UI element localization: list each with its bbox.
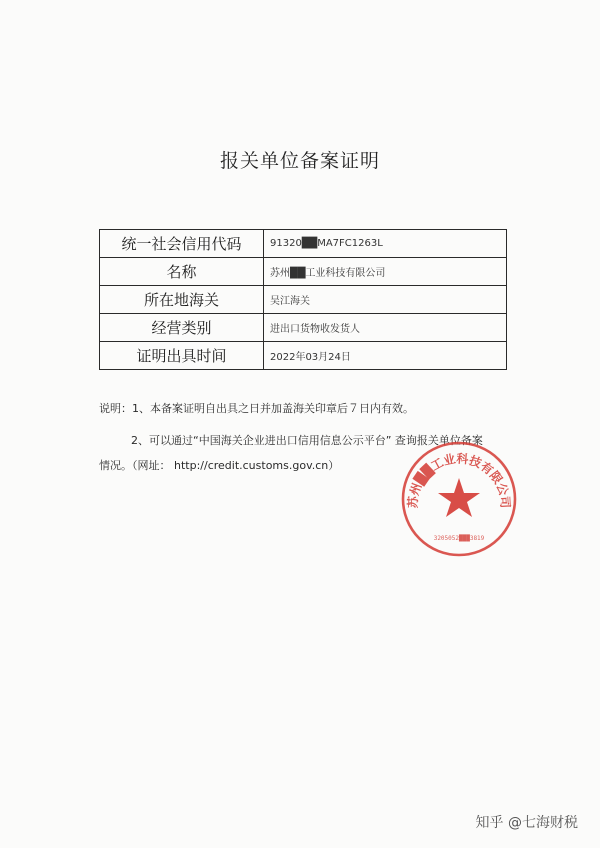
row-value: 进出口货物收发货人 <box>264 314 507 342</box>
row-label: 名称 <box>100 258 264 286</box>
table-row <box>100 314 507 342</box>
row-value: 吴江海关 <box>264 286 507 314</box>
table-row <box>100 286 507 314</box>
row-value: 苏州██工业科技有限公司 <box>264 258 507 286</box>
row-label: 所在地海关 <box>100 286 264 314</box>
document-title: 报关单位备案证明 <box>219 150 380 172</box>
seal-arc-text: 苏州██工业科技有限公司 <box>405 451 513 509</box>
row-label: 证明出具时间 <box>100 342 264 370</box>
watermark-text: 知乎 @七海财税 <box>475 815 578 831</box>
table-row <box>100 258 507 286</box>
official-seal-stamp <box>400 440 518 558</box>
seal-number: 3205052███3819 <box>433 535 485 542</box>
note-line-1: 说明：1、本备案证明自出具之日并加盖海关印章后７日内有效。 <box>99 402 414 415</box>
star-icon <box>438 478 480 517</box>
table-row <box>100 342 507 370</box>
row-value: 2022年03月24日 <box>264 342 507 370</box>
note-line-3: 情况。（网址： http://credit.customs.gov.cn） <box>99 459 340 472</box>
note-line-2: 2、可以通过“中国海关企业进出口信用信息公示平台” 查询报关单位备案 <box>131 434 483 447</box>
info-table <box>99 229 507 370</box>
row-value: 91320██MA7FC1263L <box>264 230 507 258</box>
row-label: 统一社会信用代码 <box>100 230 264 258</box>
table-row <box>100 230 507 258</box>
row-label: 经营类别 <box>100 314 264 342</box>
